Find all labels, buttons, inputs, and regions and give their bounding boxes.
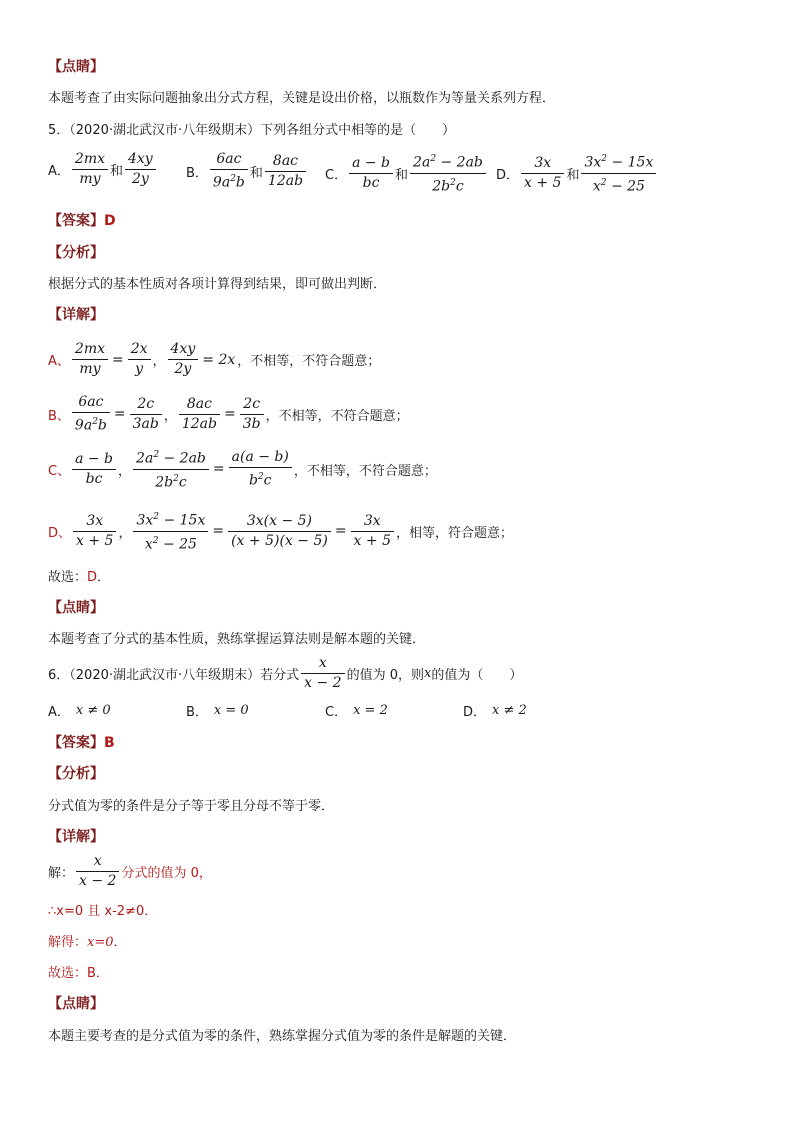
analysis-text: 分式值为零的条件是分子等于零且分母不等于零． — [48, 799, 335, 814]
q6-option-c — [325, 701, 388, 720]
comment-text: 本题考查了由实际问题抽象出分式方程，关键是设出价格，以瓶数作为等量关系列方程． — [48, 91, 556, 106]
option-label: A． — [48, 705, 70, 720]
detail-verdict: ，不相等，不符合题意； — [265, 408, 409, 424]
stem-var: x — [423, 666, 432, 681]
option-expr: x ≠ 0 — [75, 703, 111, 718]
choose-label: 故选： — [48, 570, 88, 585]
detail-label: C、 — [48, 463, 71, 479]
step-2-post: ． — [113, 935, 127, 950]
option-label: B． — [186, 705, 208, 720]
detail-b: B、 $\frac{6ac}{9a^2b}$ = $\frac{2c}{3ab}$ ， $\frac{8ac}{12ab}$ = $\frac{2c}{3b}$ ，不相等，不符合题意； — [48, 394, 409, 434]
detail-label: B、 — [48, 408, 70, 424]
option-label: C． — [325, 167, 348, 183]
choose-line: 故选：B． — [48, 966, 109, 981]
he-text: 和 — [249, 165, 263, 181]
detail-d: D、 $\frac{3x}{x + 5}$ ， $\frac{3x^2 - 15x}{x^2 - 25}$ = $\frac{3x(x - 5)}{(x + 5)(x - 5)}$ = $\frac{3x}{x + 5}$ ，相等，符合题意； — [48, 508, 513, 554]
answer-heading: 【答案】 — [48, 213, 104, 229]
detail-a: A、 $\frac{2mx}{my}$ = $\frac{2x}{y}$ ， $\frac{4xy}{2y}$ = 2x ，不相等，不符合题意； — [48, 341, 381, 377]
option-expr: x = 2 — [353, 703, 388, 718]
detail-label: D、 — [48, 525, 72, 541]
he-text: 和 — [395, 167, 409, 183]
detail-heading: 【详解】 — [48, 307, 104, 323]
stem-mid: 的值为 0，则 — [346, 668, 424, 683]
q5-option-b: B． $\frac{6ac}{9a^2b}$ 和 $\frac{8ac}{12ab}$ — [186, 150, 308, 193]
q5-option-a: A． $\frac{2mx}{my}$ 和 $\frac{4xy}{2y}$ — [48, 150, 158, 189]
option-label: A． — [48, 164, 70, 179]
he-text: 和 — [566, 167, 580, 183]
q6-option-b — [186, 701, 249, 720]
analysis-heading: 【分析】 — [48, 766, 104, 782]
comment-heading: 【点睛】 — [48, 59, 104, 75]
q5-stem: 5．（2020·湖北武汉市·八年级期末）下列各组分式中相等的是（ ） — [48, 123, 456, 138]
comment-text: 本题考查了分式的基本性质，熟练掌握运算法则是解本题的关键． — [48, 632, 426, 647]
period: ． — [97, 570, 111, 585]
he-text: 和 — [109, 164, 123, 179]
solution-line: 解： $\frac{x}{x - 2}$ 分式的值为 0， — [48, 853, 212, 889]
stem-pre: 6．（2020·湖北武汉市·八年级期末）若分式 — [48, 668, 300, 683]
analysis-text: 根据分式的基本性质对各项计算得到结果，即可做出判断． — [48, 277, 387, 292]
sol-pre: 解： — [48, 866, 75, 881]
detail-verdict: ，不相等，不符合题意； — [293, 463, 437, 479]
comment-heading: 【点睛】 — [48, 996, 104, 1012]
analysis-heading: 【分析】 — [48, 245, 104, 261]
comment-heading: 【点睛】 — [48, 600, 104, 616]
sol-post: 分式的值为 0， — [121, 866, 212, 881]
answer-heading: 【答案】 — [48, 735, 104, 751]
option-label: C． — [325, 705, 348, 720]
option-label: D． — [496, 167, 520, 183]
step-2-value: x=0 — [87, 935, 114, 950]
answer-value: B — [104, 735, 115, 751]
detail-c: C、 $\frac{a - b}{bc}$ ， $\frac{2a^2 - 2ab}{2b^2c}$ = $\frac{a(a - b)}{b^2c}$ ，不相等，不符合题意； — [48, 446, 437, 492]
detail-verdict: ，相等，符合题意； — [395, 525, 513, 541]
option-expr: x ≠ 2 — [492, 703, 527, 718]
option-label: B． — [186, 165, 208, 181]
detail-heading: 【详解】 — [48, 829, 104, 845]
q6-option-d — [463, 701, 527, 720]
q5-option-c: C． $\frac{a - b}{bc}$ 和 $\frac{2a^2 - 2ab}{2b^2c}$ — [325, 150, 488, 196]
option-label: D． — [463, 705, 487, 720]
q6-option-a — [48, 701, 111, 720]
q5-option-d: D． $\frac{3x}{x + 5}$ 和 $\frac{3x^2 - 15x}{x^2 - 25}$ — [496, 150, 658, 196]
q6-stem: 6．（2020·湖北武汉市·八年级期末）若分式 $\frac{x}{x - 2}$ 的值为 0，则 x 的值为（ ） — [48, 655, 523, 691]
stem-post: 的值为（ ） — [431, 668, 523, 683]
option-expr: x = 0 — [213, 703, 249, 718]
detail-label: A、 — [48, 354, 70, 369]
choose-value: D — [87, 570, 98, 585]
step-2-pre: 解得： — [48, 935, 88, 950]
answer-value: D — [104, 213, 116, 229]
comment-text: 本题主要考查的是分式值为零的条件，熟练掌握分式值为零的条件是解题的关键． — [48, 1029, 517, 1044]
detail-verdict: ，不相等，不符合题意； — [237, 354, 381, 369]
step-1: ∴x=0 且 x-2≠0． — [48, 904, 158, 919]
